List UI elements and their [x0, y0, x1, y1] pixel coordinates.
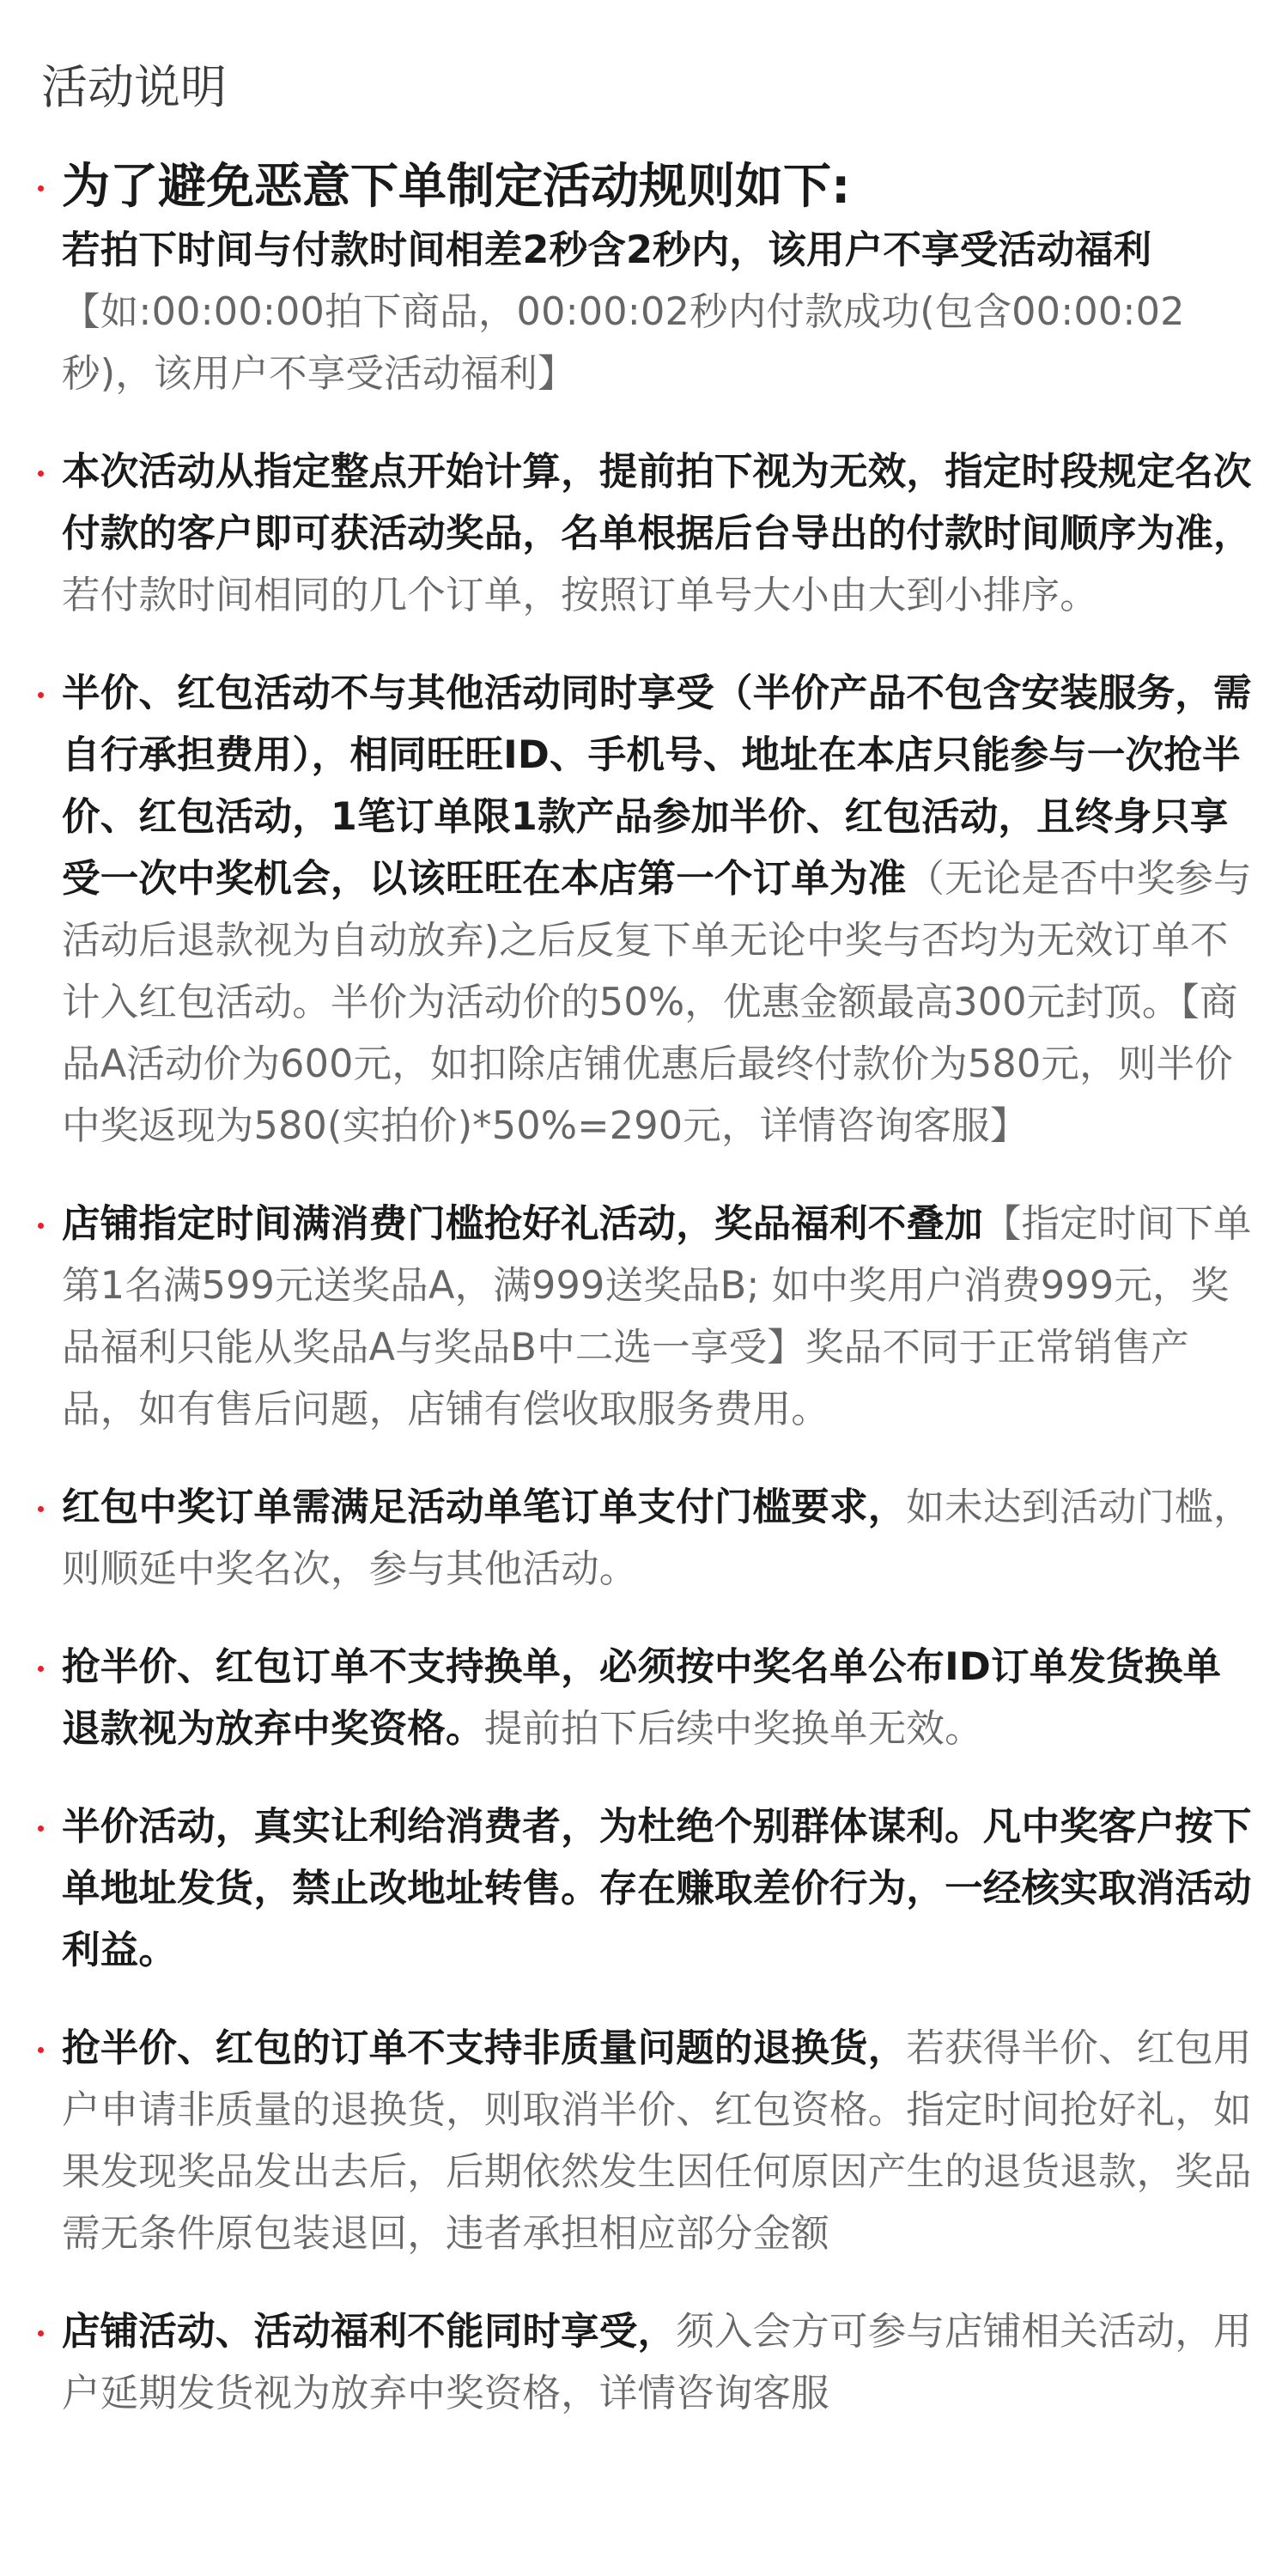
- bullet-dot-icon: [38, 2330, 44, 2336]
- rule-normal-text: 【指定时间下单第1名满599元送奖品A，满999送奖品B; 如中奖用户消费999元，奖品福利只能从奖品A与奖品B中二选一享受】奖品不同于正常销售产品，如有售后问题，店铺有偿收取服务费用。: [62, 1202, 1252, 1431]
- rule-bold-text: 抢半价、红包的订单不支持非质量问题的退换货，: [62, 2026, 907, 2070]
- rule-normal-text: 须入会方可参与店铺相关活动，用户延期发货视为放弃中奖资格，详情咨询客服: [62, 2310, 1252, 2415]
- rule-bold-text: 本次活动从指定整点开始计算，提前拍下视为无效，指定时段规定名次付款的客户即可获活动奖品，名单根据后台导出的付款时间顺序为准，: [62, 450, 1252, 556]
- rule-bold-text: 抢半价、红包订单不支持换单，必须按中奖名单公布ID订单发货换单退款视为放弃中奖资格。: [62, 1645, 1222, 1751]
- rule-normal-text: 提前拍下后续中奖换单无效。: [483, 1707, 983, 1751]
- rule-normal-text: （无论是否中奖参与活动后退款视为自动放弃)之后反复下单无论中奖与否均为无效订单不计入红包活动。半价为活动价的50%，优惠金额最高300元封顶。【商品A活动价为600元，如扣除店铺优惠后最终付款价为580元，则半价中奖返现为580(实拍价)*50%=290元，详情咨询客服】: [62, 857, 1252, 1148]
- bullet-dot-icon: [38, 2047, 44, 2053]
- rule-bold-text: 半价活动，真实让利给消费者，为杜绝个别群体谋利。凡中奖客户按下单地址发货，禁止改地址转售。存在赚取差价行为，一经核实取消活动利益。: [62, 1805, 1252, 1972]
- rule-item-7: [34, 1796, 1258, 1982]
- rule-item-3: [34, 663, 1258, 1157]
- rule-normal-text: 若付款时间相同的几个订单，按照订单号大小由大到小排序。: [62, 574, 1098, 617]
- rule-normal-text: 若获得半价、红包用户申请非质量的退换货，则取消半价、红包资格。指定时间抢好礼，如果发现奖品发出去后，后期依然发生因任何原因产生的退货退款，奖品需无条件原包装退回，违者承担相应部分金额: [62, 2026, 1252, 2256]
- bullet-dot-icon: [38, 471, 44, 477]
- rule-bold-text: 店铺指定时间满消费门槛抢好礼活动，奖品福利不叠加: [62, 1202, 983, 1246]
- rule-item-6: [34, 1637, 1258, 1760]
- rule-item-4: [34, 1194, 1258, 1441]
- rule-bold-text: 店铺活动、活动福利不能同时享受，: [62, 2310, 677, 2354]
- bullet-dot-icon: [38, 1506, 44, 1512]
- rule-normal-text: 如未达到活动门槛，则顺延中奖名次，参与其他活动。: [62, 1485, 1252, 1591]
- bullet-dot-icon: [38, 1666, 44, 1672]
- rule-item-2: [34, 441, 1258, 627]
- rule-title: 为了避免恶意下单制定活动规则如下:: [62, 159, 851, 215]
- rule-item-5: [34, 1477, 1258, 1601]
- rule-normal-text: 【如:00:00:00拍下商品，00:00:02秒内付款成功(包含00:00:02秒)，该用户不享受活动福利】: [62, 290, 1185, 396]
- rule-item-8: [34, 2018, 1258, 2265]
- rule-bold-text: 若拍下时间与付款时间相差2秒含2秒内，该用户不享受活动福利: [62, 228, 1152, 272]
- rules-list: [34, 151, 1258, 2461]
- bullet-dot-icon: [38, 185, 44, 191]
- bullet-dot-icon: [38, 692, 44, 698]
- rule-bold-text: 红包中奖订单需满足活动单笔订单支付门槛要求，: [62, 1485, 907, 1529]
- page-title: 活动说明: [41, 60, 227, 114]
- rule-bold-text: 半价、红包活动不与其他活动同时享受（半价产品不包含安装服务，需自行承担费用），相同旺旺ID、手机号、地址在本店只能参与一次抢半价、红包活动，1笔订单限1款产品参加半价、红包活动，且终身只享受一次中奖机会，以该旺旺在本店第一个订单为准: [62, 671, 1252, 901]
- rule-item-9: [34, 2301, 1258, 2425]
- rule-item-1: [34, 151, 1258, 405]
- bullet-dot-icon: [38, 1826, 44, 1832]
- bullet-dot-icon: [38, 1223, 44, 1229]
